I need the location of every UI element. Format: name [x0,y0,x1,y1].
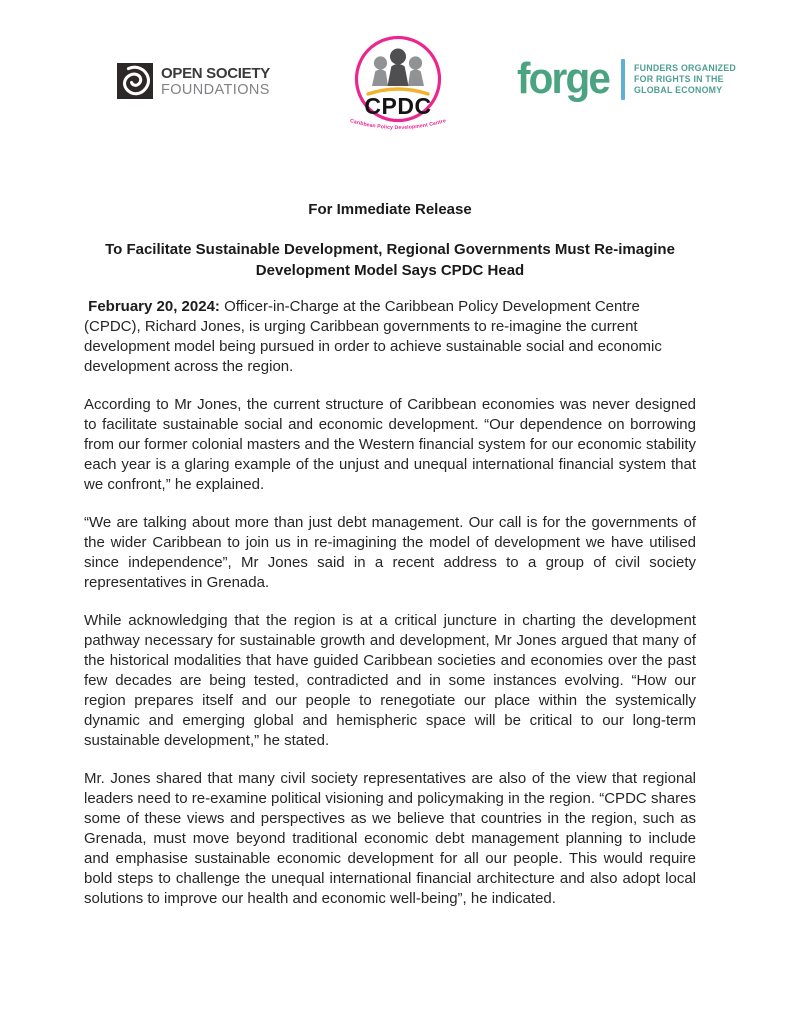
cpdc-logo-graphic [342,33,454,135]
cpdc-logo [342,33,454,135]
date-lead: February 20, 2024: [84,298,220,315]
forge-descriptor [634,63,736,96]
cpdc-acronym: CPDC [364,93,432,119]
osf-spiral-icon [117,63,153,99]
forge-logo [517,54,736,103]
forge-descriptor-line2: FOR RIGHTS IN THE [634,73,724,84]
paragraph-3: “We are talking about more than just debt management. Our call is for the governments of the wider Caribbean to join us in re-imagining the model of development we have utilised since independence”, Mr Jones said in a recent address to a group of civil society representatives in Grenada. [84,514,696,591]
osf-name-line2: FOUNDATIONS [161,82,270,98]
paragraph-4: While acknowledging that the region is at a critical juncture in charting the development pathway necessary for sustainable growth and development, Mr Jones argued that many of the historical modalities that have guided Caribbean societies and economies over the past few decades are being tested, contradicted and in some instances evolving. “How our region prepares itself and our people to renegotiate our place within the systemically dynamic and emerging global and hemispheric space will be critical to our long-term sustainable development,” he stated. [84,612,696,749]
cpdc-tagline: Caribbean Policy Development Centre [349,118,447,132]
paragraph-1-text: Officer-in-Charge at the Caribbean Policy Development Centre (CPDC), Richard Jones, is urging Caribbean governments to re-imagine the current development model being pursued in order to achieve sustainable social and economic development across the region. [84,298,662,375]
open-society-foundations-logo [117,63,270,99]
forge-divider [621,59,625,100]
paragraph-1 [84,297,696,377]
headline: To Facilitate Sustainable Development, Regional Governments Must Re-imagine Development Model Says CPDC Head [105,241,675,279]
forge-descriptor-line1: FUNDERS ORGANIZED [634,62,736,73]
paragraph-5: Mr. Jones shared that many civil society representatives are also of the view that regional leaders need to re-examine political visioning and policymaking in the region. “CPDC shares some of these views and perspectives as we believe that countries in the region, such as Grenada, must move beyond traditional economic debt management planning to include and emphasise sustainable economic development for all our people. This would require bold steps to challenge the unequal international financial architecture and also adopt local solutions to improve our health and economic well-being”, he indicated. [84,770,696,907]
release-label: For Immediate Release [308,201,472,218]
osf-name-line1: OPEN SOCIETY [161,65,270,82]
osf-wordmark [161,63,270,98]
forge-descriptor-line3: GLOBAL ECONOMY [634,84,723,95]
press-release-body [84,202,696,927]
paragraph-2: According to Mr Jones, the current structure of Caribbean economies was never designed to facilitate sustainable social and economic development. “Our dependence on borrowing from our former colonial masters and the Western financial system for our economic stability each year is a glaring example of the unjust and unequal international financial system that we confront,” he explained. [84,396,696,493]
people-icon [372,49,424,87]
forge-wordmark: forge [517,54,609,103]
